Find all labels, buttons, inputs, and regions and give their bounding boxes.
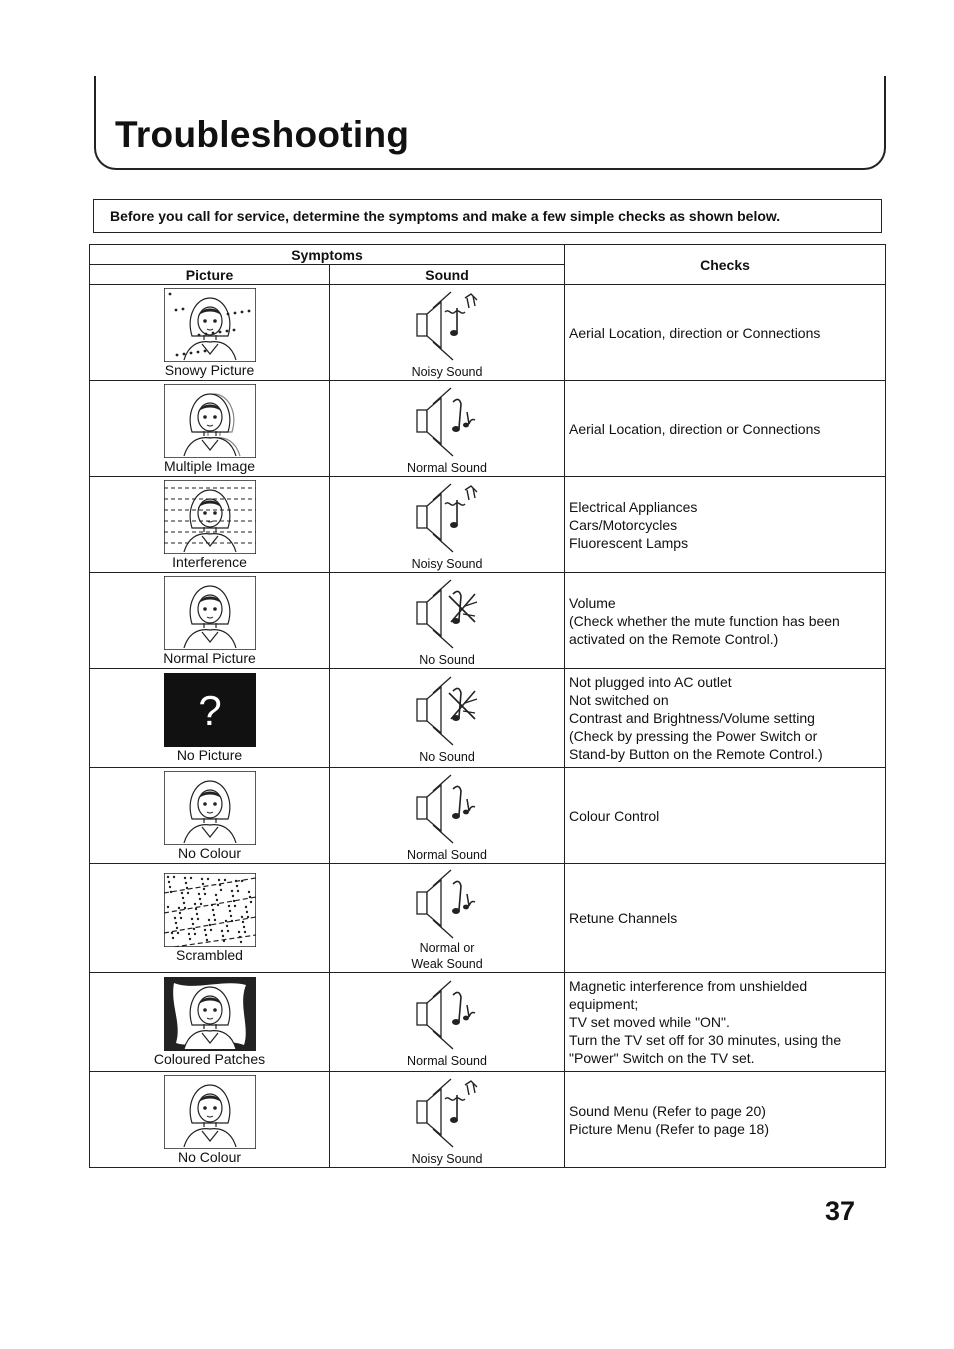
check-line: Colour Control <box>569 807 660 824</box>
normal-sound-icon <box>411 769 483 845</box>
picture-cell <box>90 864 330 973</box>
picture-cell <box>90 973 330 1072</box>
table-row <box>90 864 886 973</box>
page-title: Troubleshooting <box>115 114 410 155</box>
table-row <box>90 381 886 477</box>
check-line: Turn the TV set off for 30 minutes, using the <box>569 1032 842 1048</box>
check-line: (Check whether the mute function has been <box>569 612 840 629</box>
check-line: "Power" Switch on the TV set. <box>569 1050 755 1066</box>
check-line: Picture Menu (Refer to page 18) <box>569 1120 770 1137</box>
coloured-patches-icon <box>164 977 256 1051</box>
picture-header: Picture <box>90 265 330 285</box>
question-mark-glyph: ? <box>197 687 222 734</box>
normal-sound-icon <box>411 975 483 1051</box>
picture-caption: No Picture <box>176 747 243 763</box>
picture-caption: Scrambled <box>176 947 243 963</box>
page-number: 37 <box>825 1196 856 1226</box>
picture-caption: Interference <box>172 553 247 570</box>
table-row <box>90 973 886 1072</box>
multiple-image-icon <box>164 384 256 458</box>
picture-cell <box>90 285 330 381</box>
no-sound-icon <box>411 574 483 650</box>
sound-caption: Noisy Sound <box>411 556 483 571</box>
sound-cell <box>330 1072 565 1168</box>
picture-caption: No Colour <box>177 844 242 861</box>
picture-cell <box>90 381 330 477</box>
checks-cell <box>565 973 886 1072</box>
sound-caption: No Sound <box>419 652 475 667</box>
table-row <box>90 768 886 864</box>
service-notice: Before you call for service, determine the symptoms and make a few simple checks as shown below. <box>93 199 882 233</box>
sound-header: Sound <box>330 265 565 285</box>
check-line: activated on the Remote Control.) <box>569 630 779 647</box>
check-line: Retune Channels <box>569 910 678 926</box>
sound-caption: Normal Sound <box>407 847 487 862</box>
checks-cell <box>565 285 886 381</box>
picture-cell <box>90 669 330 768</box>
picture-caption: Normal Picture <box>163 649 256 666</box>
sound-caption: No Sound <box>419 750 475 764</box>
sound-cell <box>330 768 565 864</box>
no-colour-icon <box>164 1075 256 1149</box>
picture-cell <box>90 768 330 864</box>
checks-cell <box>565 669 886 768</box>
sound-cell <box>330 669 565 768</box>
check-line: Contrast and Brightness/Volume setting <box>569 710 815 726</box>
picture-caption: Snowy Picture <box>164 361 255 378</box>
sound-cell <box>330 381 565 477</box>
no-sound-icon <box>411 671 483 747</box>
check-line: Fluorescent Lamps <box>569 534 689 551</box>
table-row <box>90 477 886 573</box>
check-line: Not plugged into AC outlet <box>569 674 732 690</box>
checks-cell <box>565 381 886 477</box>
checks-cell <box>565 1072 886 1168</box>
checks-cell <box>565 768 886 864</box>
check-line: Sound Menu (Refer to page 20) <box>569 1102 766 1119</box>
check-line: Electrical Appliances <box>569 498 698 515</box>
checks-cell <box>565 864 886 973</box>
table-row <box>90 669 886 768</box>
normal-sound-icon <box>411 864 483 940</box>
normal-sound-icon <box>411 382 483 458</box>
picture-cell <box>90 573 330 669</box>
picture-caption: Multiple Image <box>163 457 256 474</box>
snowy-picture-icon <box>164 288 256 362</box>
noisy-sound-icon <box>411 286 483 362</box>
symptoms-header: Symptoms <box>90 245 565 265</box>
table-row <box>90 285 886 381</box>
check-line: Not switched on <box>569 692 669 708</box>
picture-caption: Coloured Patches <box>153 1051 266 1067</box>
no-colour-icon <box>164 771 256 845</box>
picture-cell <box>90 477 330 573</box>
sound-caption: Normal Sound <box>407 1054 487 1068</box>
picture-caption: No Colour <box>177 1148 242 1165</box>
picture-cell <box>90 1072 330 1168</box>
noisy-sound-icon <box>411 1073 483 1149</box>
sound-cell <box>330 477 565 573</box>
check-line: TV set moved while "ON". <box>569 1014 730 1030</box>
check-line: Cars/Motorcycles <box>569 516 678 533</box>
sound-cell <box>330 973 565 1072</box>
sound-cell <box>330 864 565 973</box>
sound-caption-line: Weak Sound <box>411 957 483 971</box>
sound-caption: Noisy Sound <box>411 1151 483 1166</box>
interference-icon <box>164 480 256 554</box>
check-line: equipment; <box>569 996 639 1012</box>
check-line: Volume <box>569 594 616 611</box>
sound-cell <box>330 573 565 669</box>
no-picture-icon <box>164 673 256 747</box>
check-line: Aerial Location, direction or Connections <box>569 420 821 437</box>
noisy-sound-icon <box>411 478 483 554</box>
troubleshooting-table <box>89 244 886 1168</box>
checks-header: Checks <box>565 245 886 285</box>
table-row <box>90 573 886 669</box>
scrambled-icon <box>164 873 256 947</box>
check-line: (Check by pressing the Power Switch or <box>569 728 818 744</box>
sound-caption-line: Normal or <box>419 941 475 955</box>
check-line: Aerial Location, direction or Connections <box>569 324 821 341</box>
checks-cell <box>565 573 886 669</box>
sound-cell <box>330 285 565 381</box>
normal-picture-icon <box>164 576 256 650</box>
table-row <box>90 1072 886 1168</box>
check-line: Magnetic interference from unshielded <box>569 978 808 994</box>
check-line: Stand-by Button on the Remote Control.) <box>569 746 823 762</box>
sound-caption: Noisy Sound <box>411 364 483 379</box>
sound-caption: Normal Sound <box>407 460 487 475</box>
checks-cell <box>565 477 886 573</box>
